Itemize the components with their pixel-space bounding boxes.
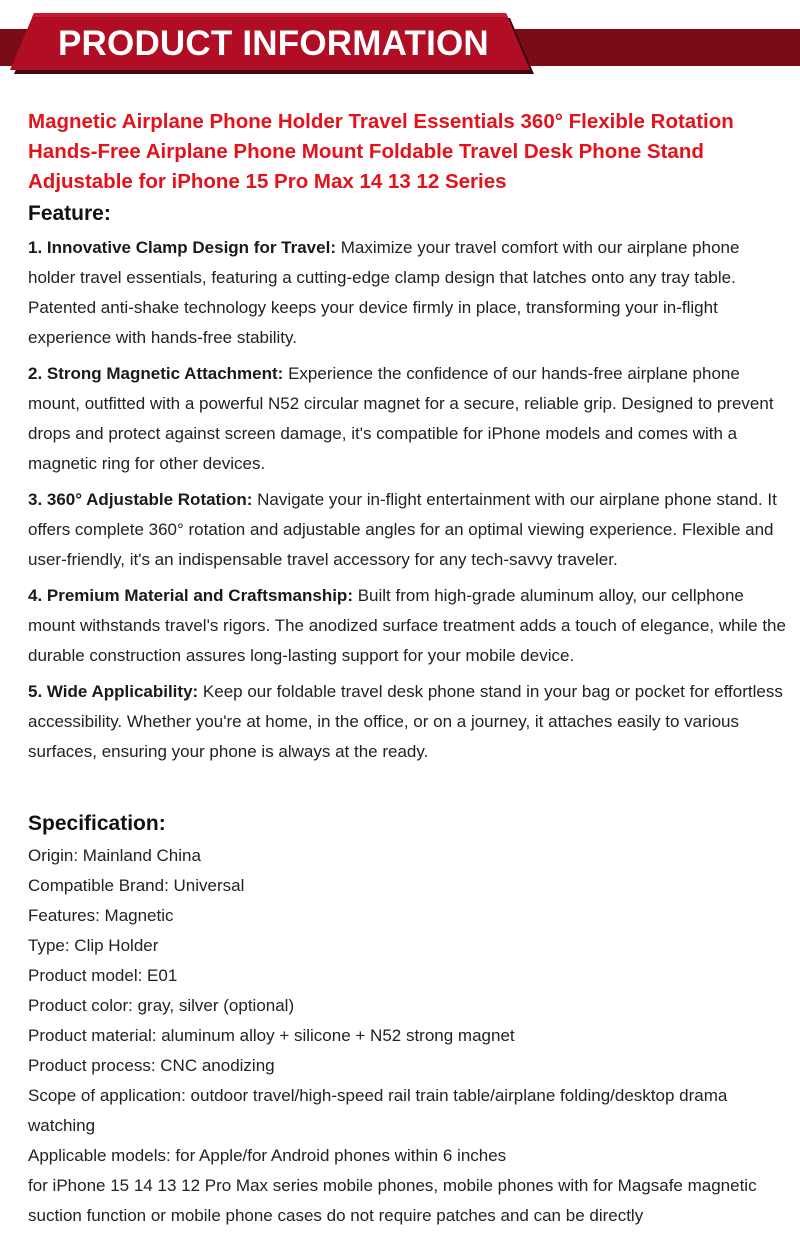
spec-applicable-models: Applicable models: for Apple/for Android phones within 6 inches	[28, 1146, 507, 1165]
banner-ribbon-highlight	[32, 13, 508, 17]
product-description	[28, 107, 788, 1231]
spec-features: Features: Magnetic	[28, 906, 174, 925]
feature-text: Maximize your travel comfort with our airplane phone holder travel essentials, featuring a cutting-edge clamp design that latches onto any tray table. Patented anti-shake technology keeps your device firmly in place, transforming your in-flight experience with hands-free stability.	[28, 238, 740, 347]
spec-scope-of-application: Scope of application: outdoor travel/high-speed rail train table/airplane folding/desktop drama watching	[28, 1086, 728, 1135]
spec-product-color: Product color: gray, silver (optional)	[28, 996, 295, 1015]
feature-item	[28, 233, 788, 353]
product-info-banner	[0, 0, 800, 80]
feature-label: 3. 360° Adjustable Rotation:	[28, 490, 253, 509]
feature-label: 5. Wide Applicability:	[28, 682, 199, 701]
spec-product-model: Product model: E01	[28, 966, 178, 985]
feature-heading: Feature:	[28, 202, 111, 225]
specification-list	[28, 841, 788, 1231]
feature-text: Experience the confidence of our hands-free airplane phone mount, outfitted with a powerful N52 circular magnet for a secure, reliable grip. Designed to prevent drops and protect against screen damage, it's compatible for iPhone models and comes with a magnetic ring for other devices.	[28, 364, 774, 473]
feature-label: 2. Strong Magnetic Attachment:	[28, 364, 284, 383]
spec-product-process: Product process: CNC anodizing	[28, 1056, 275, 1075]
feature-item	[28, 359, 788, 479]
feature-item	[28, 677, 788, 767]
banner-title: PRODUCT INFORMATION	[58, 24, 489, 63]
feature-text: Keep our foldable travel desk phone stand in your bag or pocket for effortless accessibility. Whether you're at home, in the office, or on a journey, it attaches easily to various surfaces, ensuring your phone is always at the ready.	[28, 682, 783, 761]
spec-compatible-phones: for iPhone 15 14 13 12 Pro Max series mobile phones, mobile phones with for Magsafe magnetic suction function or mobile phone cases do not require patches and can be directly	[28, 1176, 757, 1225]
feature-label: 1. Innovative Clamp Design for Travel:	[28, 238, 336, 257]
spec-type: Type: Clip Holder	[28, 936, 159, 955]
spec-compatible-brand: Compatible Brand: Universal	[28, 876, 245, 895]
feature-item	[28, 581, 788, 671]
specification-heading: Specification:	[28, 812, 166, 835]
feature-item	[28, 485, 788, 575]
feature-label: 4. Premium Material and Craftsmanship:	[28, 586, 353, 605]
spec-origin: Origin: Mainland China	[28, 846, 201, 865]
feature-text: Built from high-grade aluminum alloy, our cellphone mount withstands travel's rigors. The anodized surface treatment adds a touch of elegance, while the durable construction assures long-lasting support for your mobile device.	[28, 586, 786, 665]
spec-product-material: Product material: aluminum alloy + silicone + N52 strong magnet	[28, 1026, 515, 1045]
feature-text: Navigate your in-flight entertainment with our airplane phone stand. It offers complete 360° rotation and adjustable angles for an optimal viewing experience. Flexible and user-friendly, it's an indispensable travel accessory for any tech-savvy traveler.	[28, 490, 777, 569]
feature-list	[28, 233, 788, 767]
product-title: Magnetic Airplane Phone Holder Travel Essentials 360° Flexible Rotation Hands-Free Airplane Phone Mount Foldable Travel Desk Phone Stand Adjustable for iPhone 15 Pro Max 14 13 12 Series	[28, 110, 734, 193]
